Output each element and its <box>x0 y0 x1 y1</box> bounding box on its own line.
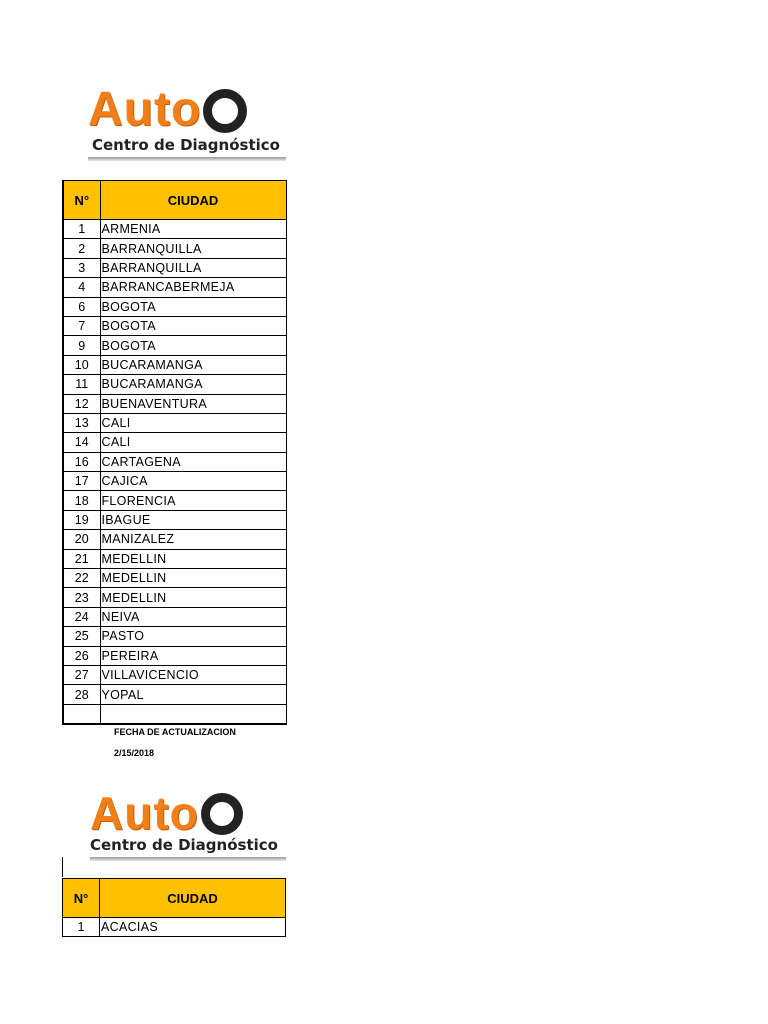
city-name: BUCARAMANGA <box>100 355 286 374</box>
column-header-number: N° <box>63 879 100 918</box>
row-number: 17 <box>63 472 100 491</box>
table-row <box>63 452 286 471</box>
city-name: MEDELLIN <box>100 569 286 588</box>
row-number: 24 <box>63 607 100 626</box>
table-header-row <box>63 181 286 220</box>
row-number: 19 <box>63 510 100 529</box>
logo-brand-text: Auto <box>88 86 286 134</box>
city-name: VILLAVICENCIO <box>100 665 286 684</box>
logo-subtitle: Centro de Diagnóstico <box>90 836 278 854</box>
table-row <box>63 665 286 684</box>
table-row <box>63 297 286 316</box>
table-row <box>63 510 286 529</box>
update-date-value: 2/15/2018 <box>114 748 155 758</box>
row-number: 27 <box>63 665 100 684</box>
city-name: CAJICA <box>100 472 286 491</box>
row-number: 1 <box>63 220 100 239</box>
city-table-1-body <box>63 220 286 725</box>
row-number: 1 <box>63 918 100 937</box>
table-row <box>63 569 286 588</box>
city-name: PASTO <box>100 627 286 646</box>
table-row <box>63 472 286 491</box>
city-name: CALI <box>100 413 286 432</box>
city-name: ACACIAS <box>100 918 286 937</box>
city-name: BUENAVENTURA <box>100 394 286 413</box>
row-number: 14 <box>63 433 100 452</box>
row-number: 18 <box>63 491 100 510</box>
city-name: IBAGUE <box>100 510 286 529</box>
row-number: 13 <box>63 413 100 432</box>
row-number: 3 <box>63 258 100 277</box>
table-row <box>63 704 286 724</box>
row-number: 28 <box>63 685 100 704</box>
update-date-label: FECHA DE ACTUALIZACION <box>114 727 236 737</box>
city-table-1 <box>62 180 287 725</box>
column-header-city: CIUDAD <box>100 879 286 918</box>
table-row <box>63 413 286 432</box>
row-number: 22 <box>63 569 100 588</box>
city-table-2 <box>62 878 286 937</box>
city-name: YOPAL <box>100 685 286 704</box>
column-header-city: CIUDAD <box>100 181 286 220</box>
city-name: BOGOTA <box>100 336 286 355</box>
row-number: 25 <box>63 627 100 646</box>
city-name: MANIZALEZ <box>100 530 286 549</box>
table-row <box>63 549 286 568</box>
table-row <box>63 336 286 355</box>
row-number: 6 <box>63 297 100 316</box>
city-name: PEREIRA <box>100 646 286 665</box>
table-row <box>63 607 286 626</box>
logo-underline <box>90 857 286 861</box>
city-name: CARTAGENA <box>100 452 286 471</box>
row-number: 12 <box>63 394 100 413</box>
city-name: CALI <box>100 433 286 452</box>
column-header-number: N° <box>63 181 100 220</box>
city-name: NEIVA <box>100 607 286 626</box>
row-number: 2 <box>63 239 100 258</box>
city-name: FLORENCIA <box>100 491 286 510</box>
table-row <box>63 278 286 297</box>
table-row <box>63 258 286 277</box>
logo-underline <box>88 157 286 161</box>
row-number: 7 <box>63 316 100 335</box>
city-name: MEDELLIN <box>100 588 286 607</box>
row-number: 10 <box>63 355 100 374</box>
row-number: 21 <box>63 549 100 568</box>
table-row <box>63 627 286 646</box>
table-row <box>63 220 286 239</box>
city-name: BOGOTA <box>100 297 286 316</box>
table-row <box>63 394 286 413</box>
city-name: BOGOTA <box>100 316 286 335</box>
table-row <box>63 646 286 665</box>
row-number: 4 <box>63 278 100 297</box>
table-header-row <box>63 879 286 918</box>
city-name: BARRANCABERMEJA <box>100 278 286 297</box>
table-row <box>63 433 286 452</box>
table-row <box>63 491 286 510</box>
row-number: 26 <box>63 646 100 665</box>
logo-brand-text: Auto <box>90 790 286 836</box>
city-name: BARRANQUILLA <box>100 239 286 258</box>
city-name <box>100 704 286 724</box>
company-logo <box>88 86 286 161</box>
city-table-2-body <box>63 918 286 937</box>
company-logo-2 <box>90 790 286 861</box>
table-row <box>63 375 286 394</box>
cell-border-line <box>62 857 63 877</box>
row-number: 16 <box>63 452 100 471</box>
table-row <box>63 685 286 704</box>
table-row <box>63 316 286 335</box>
row-number: 23 <box>63 588 100 607</box>
table-row <box>63 239 286 258</box>
row-number: 11 <box>63 375 100 394</box>
row-number: 20 <box>63 530 100 549</box>
row-number: 9 <box>63 336 100 355</box>
logo-subtitle: Centro de Diagnóstico <box>92 136 280 154</box>
city-name: BUCARAMANGA <box>100 375 286 394</box>
table-row <box>63 918 286 937</box>
row-number <box>63 704 100 724</box>
city-name: ARMENIA <box>100 220 286 239</box>
table-row <box>63 588 286 607</box>
city-name: MEDELLIN <box>100 549 286 568</box>
table-row <box>63 355 286 374</box>
table-row <box>63 530 286 549</box>
tire-logo-icon <box>201 793 243 835</box>
tire-logo-icon <box>203 89 247 133</box>
city-name: BARRANQUILLA <box>100 258 286 277</box>
